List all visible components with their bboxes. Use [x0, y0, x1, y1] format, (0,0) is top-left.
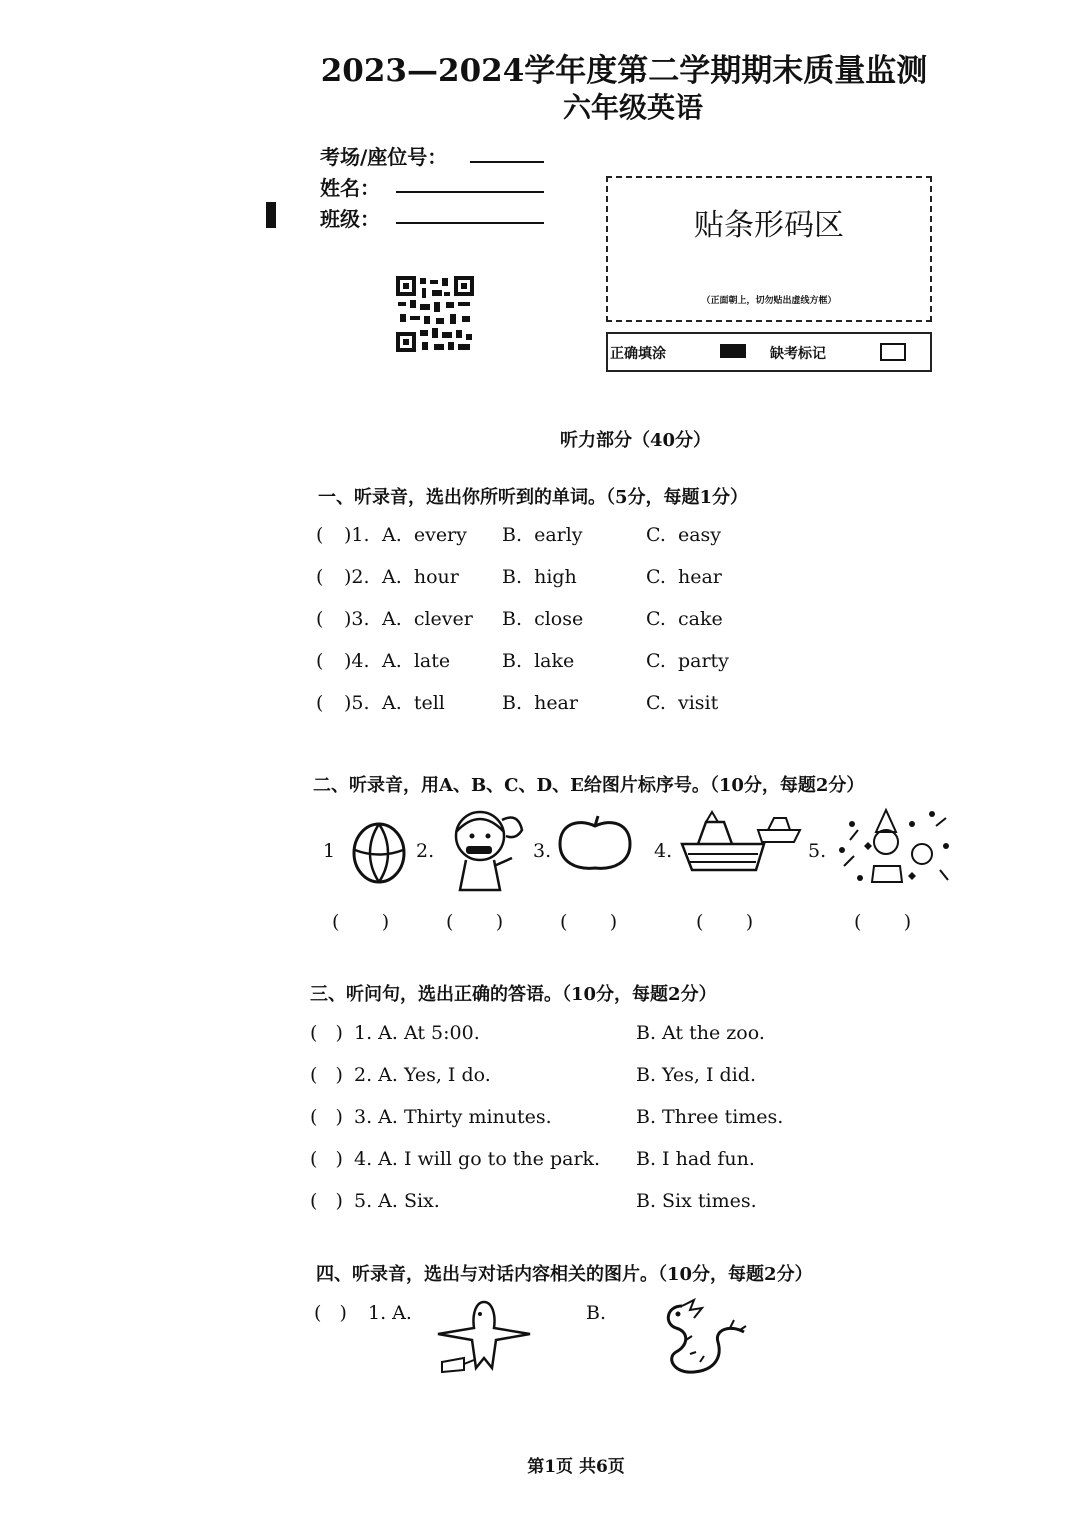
- section1-heading: 一、听录音，选出你所听到的单词。（5分，每题1分）: [318, 487, 749, 508]
- exam-title: 2023—2024学年度第二学期期末质量监测: [320, 53, 928, 89]
- seat-field[interactable]: [470, 161, 544, 163]
- picture-number-5: 5.: [808, 840, 827, 862]
- scan-marker: [266, 202, 276, 228]
- s3-row3-a: 3. A. Thirty minutes.: [354, 1106, 552, 1128]
- absent-label: 缺考标记: [770, 346, 826, 362]
- s1-row2-c: C. hear: [646, 566, 722, 588]
- s1-row1-a: A. every: [382, 524, 467, 546]
- s1-row5-no: )5.: [344, 692, 370, 714]
- s3-row2-paren[interactable]: ( ): [310, 1064, 343, 1086]
- plane-icon: [434, 1298, 534, 1378]
- answer-blank-3[interactable]: ( ): [560, 911, 618, 933]
- s1-row4-c: C. party: [646, 650, 729, 672]
- s1-row3-paren[interactable]: (: [316, 608, 324, 630]
- answer-blank-5[interactable]: ( ): [854, 911, 912, 933]
- basketball-icon: [352, 822, 406, 884]
- party-icon: [836, 806, 954, 892]
- picture-number-3: 3.: [533, 840, 552, 862]
- section3-heading: 三、听问句，选出正确的答语。（10分，每题2分）: [310, 984, 717, 1005]
- s3-row3-paren[interactable]: ( ): [310, 1106, 343, 1128]
- answer-blank-4[interactable]: ( ): [696, 911, 754, 933]
- s3-row2-b: B. Yes, I did.: [636, 1064, 756, 1086]
- s3-row1-paren[interactable]: ( ): [310, 1022, 343, 1044]
- barcode-area: [606, 176, 932, 322]
- listening-title: 听力部分（40分）: [560, 430, 712, 451]
- qr-code-icon: [396, 276, 474, 352]
- s1-row3-c: C. cake: [646, 608, 723, 630]
- s1-row4-b: B. lake: [502, 650, 575, 672]
- s3-row1-b: B. At the zoo.: [636, 1022, 765, 1044]
- s1-row2-paren[interactable]: (: [316, 566, 324, 588]
- exam-subtitle: 六年级英语: [562, 91, 703, 124]
- correct-fill-label: 正确填涂: [610, 346, 666, 362]
- s3-row4-paren[interactable]: ( ): [310, 1148, 343, 1170]
- s1-row1-c: C. easy: [646, 524, 722, 546]
- s1-row1-b: B. early: [502, 524, 583, 546]
- s1-row1-paren[interactable]: (: [316, 524, 324, 546]
- s1-row4-a: A. late: [382, 650, 451, 672]
- s4-option-b: B.: [586, 1302, 607, 1324]
- dragon-icon: [660, 1296, 750, 1376]
- s3-row5-paren[interactable]: ( ): [310, 1190, 343, 1212]
- answer-blank-1[interactable]: ( ): [332, 911, 390, 933]
- apple-icon: [558, 814, 632, 872]
- barcode-title: 贴条形码区: [694, 208, 844, 243]
- picture-number-4: 4.: [654, 840, 673, 862]
- s4-option-a: 1. A.: [368, 1302, 412, 1324]
- s4-answer-paren[interactable]: ( ): [314, 1302, 347, 1324]
- s1-row3-a: A. clever: [382, 608, 473, 630]
- s1-row3-b: B. close: [502, 608, 584, 630]
- s1-row2-no: )2.: [344, 566, 370, 588]
- boat-icon: [678, 808, 804, 876]
- section4-heading: 四、听录音，选出与对话内容相关的图片。（10分，每题2分）: [316, 1264, 813, 1285]
- barcode-note: （正面朝上，切勿贴出虚线方框）: [701, 296, 837, 306]
- picture-number-1: 1: [323, 840, 336, 862]
- s1-row1-no: )1.: [344, 524, 370, 546]
- s3-row5-a: 5. A. Six.: [354, 1190, 440, 1212]
- s1-row4-no: )4.: [344, 650, 370, 672]
- class-label: 班级：: [320, 207, 380, 231]
- s3-row4-b: B. I had fun.: [636, 1148, 755, 1170]
- fill-instruction-box: [606, 332, 932, 372]
- s1-row3-no: )3.: [344, 608, 370, 630]
- s1-row4-paren[interactable]: (: [316, 650, 324, 672]
- s1-row2-a: A. hour: [382, 566, 459, 588]
- name-label: 姓名：: [320, 176, 380, 200]
- filled-mark-icon: [720, 344, 746, 358]
- s1-row2-b: B. high: [502, 566, 577, 588]
- s3-row3-b: B. Three times.: [636, 1106, 784, 1128]
- page-footer: 第1页 共6页: [527, 1457, 625, 1477]
- seat-label: 考场/座位号：: [320, 145, 448, 169]
- s1-row5-c: C. visit: [646, 692, 719, 714]
- s3-row2-a: 2. A. Yes, I do.: [354, 1064, 491, 1086]
- answer-blank-2[interactable]: ( ): [446, 911, 504, 933]
- s1-row5-a: A. tell: [382, 692, 445, 714]
- class-field[interactable]: [396, 222, 544, 224]
- absent-checkbox[interactable]: [880, 343, 906, 361]
- s1-row5-paren[interactable]: (: [316, 692, 324, 714]
- girl-singing-icon: [446, 806, 526, 892]
- s3-row5-b: B. Six times.: [636, 1190, 757, 1212]
- s3-row1-a: 1. A. At 5:00.: [354, 1022, 480, 1044]
- section2-heading: 二、听录音，用A、B、C、D、E给图片标序号。（10分，每题2分）: [313, 775, 865, 796]
- s3-row4-a: 4. A. I will go to the park.: [354, 1148, 601, 1170]
- s1-row5-b: B. hear: [502, 692, 578, 714]
- picture-number-2: 2.: [416, 840, 435, 862]
- name-field[interactable]: [396, 191, 544, 193]
